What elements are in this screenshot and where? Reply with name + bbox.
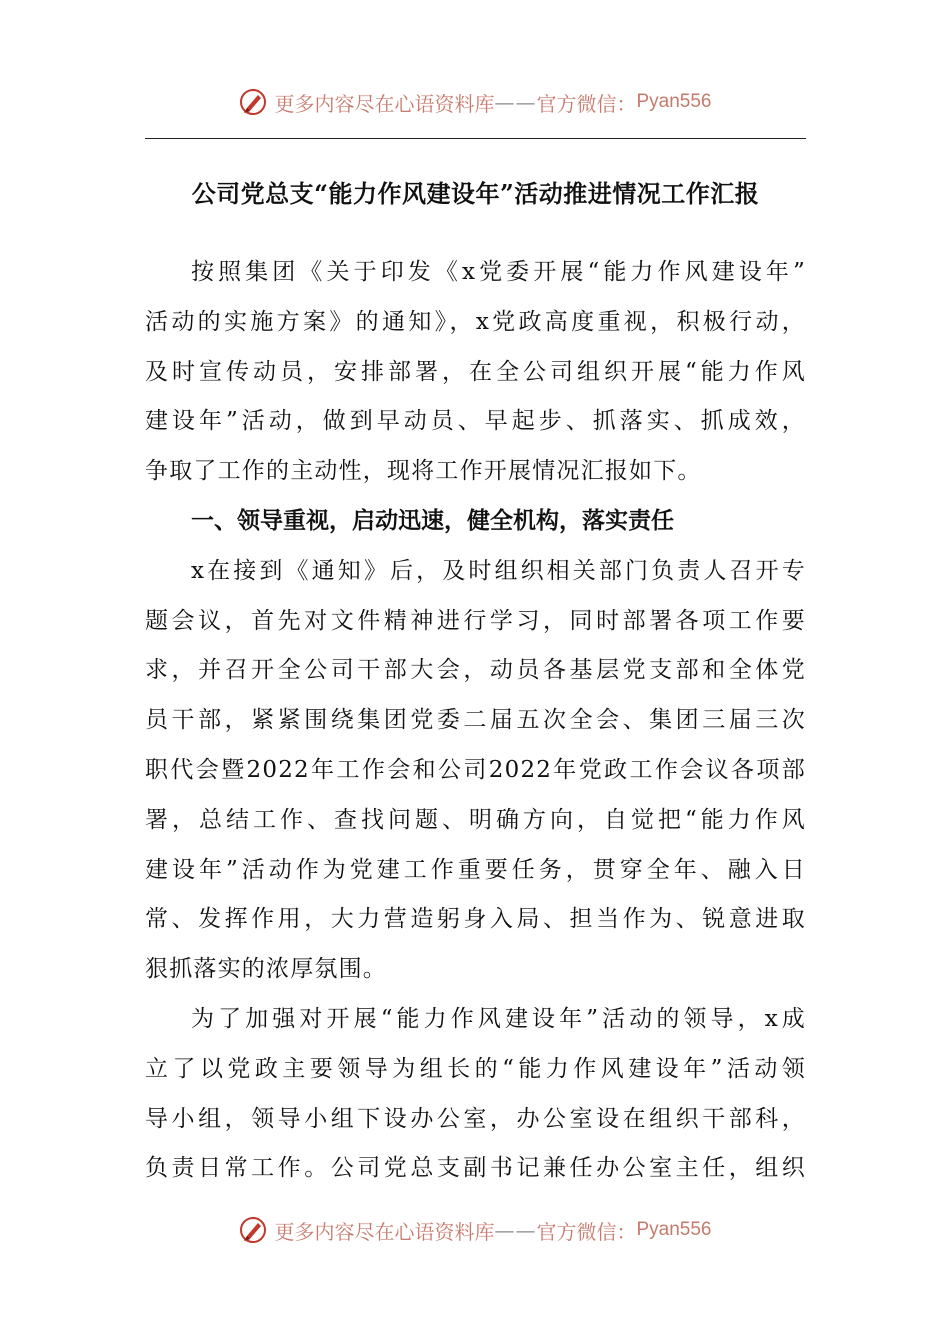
text-line: 职代会暨2022年工作会和公司2022年党政工作会议各项部 <box>145 756 806 783</box>
text-line: 建设年”活动作为党建工作重要任务，贯穿全年、融入日 <box>145 856 806 883</box>
paragraph-intro <box>145 248 806 497</box>
watermark-text: 更多内容尽在心语资料库 <box>274 1219 495 1244</box>
text-line: 争取了工作的主动性，现将工作开展情况汇报如下。 <box>145 458 702 485</box>
watermark-separator: —— <box>494 90 537 114</box>
watermark-label: 官方微信： <box>536 1219 637 1244</box>
text-line: x在接到《通知》后，及时组织相关部门负责人召开专 <box>191 557 806 584</box>
text-line: 及时宣传动员，安排部署，在全公司组织开展“能力作风 <box>145 358 806 385</box>
section-heading-1: 一、领导重视，启动迅速，健全机构，落实责任 <box>191 507 674 534</box>
document-title: 公司党总支“能力作风建设年”活动推进情况工作汇报 <box>191 179 760 208</box>
watermark-separator: —— <box>494 1218 537 1242</box>
watermark-label: 官方微信： <box>536 91 637 116</box>
text-line: 立了以党政主要领导为组长的“能力作风建设年”活动领 <box>145 1055 806 1082</box>
text-line: 题会议，首先对文件精神进行学习，同时部署各项工作要 <box>145 607 806 634</box>
header-rule <box>145 138 806 139</box>
watermark-footer <box>0 1210 950 1250</box>
text-line: 狠抓落实的浓厚氛围。 <box>145 956 387 983</box>
document-body <box>145 248 806 1194</box>
text-line: 负责日常工作。公司党总支副书记兼任办公室主任，组织 <box>145 1155 806 1182</box>
text-line: 求，并召开全公司干部大会，动员各基层党支部和全体党 <box>145 657 806 684</box>
paragraph-section1-b <box>145 995 806 1194</box>
text-line: 常、发挥作用，大力营造躬身入局、担当作为、锐意进取 <box>145 906 806 933</box>
text-line: 为了加强对开展“能力作风建设年”活动的领导，x成 <box>191 1005 806 1032</box>
pen-logo-icon <box>238 1215 268 1245</box>
text-line: 署，总结工作、查找问题、明确方向，自觉把“能力作风 <box>145 806 806 833</box>
watermark-header <box>0 82 950 122</box>
watermark-handle: Pyan556 <box>636 1219 712 1240</box>
text-line: 员干部，紧紧围绕集团党委二届五次全会、集团三届三次 <box>145 707 806 734</box>
paragraph-section1-a <box>145 547 806 995</box>
text-line: 导小组，领导小组下设办公室，办公室设在组织干部科， <box>145 1105 806 1132</box>
watermark-handle: Pyan556 <box>636 91 712 112</box>
watermark-text: 更多内容尽在心语资料库 <box>274 91 495 116</box>
text-line: 按照集团《关于印发《x党委开展“能力作风建设年” <box>191 259 806 285</box>
text-line: 建设年”活动，做到早动员、早起步、抓落实、抓成效， <box>145 408 806 435</box>
text-line: 活动的实施方案》的通知》，x党政高度重视，积极行动， <box>145 308 806 335</box>
pen-logo-icon <box>238 87 268 117</box>
